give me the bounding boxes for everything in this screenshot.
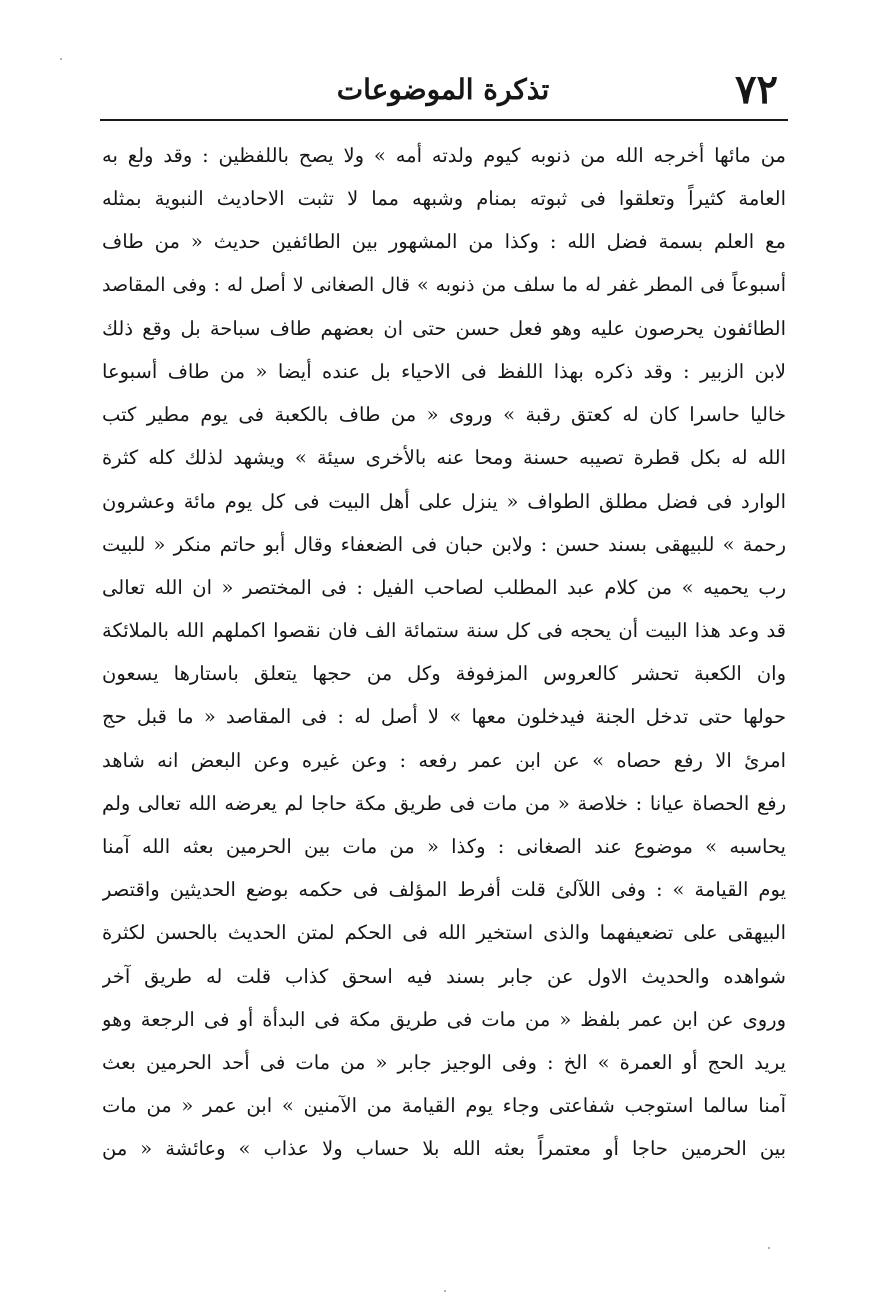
text-line: لابن الزبير : وقد ذكره بهذا اللفظ فى الاحياء بل عنده أيضا « من طاف أسبوعا <box>102 359 786 383</box>
scan-speck <box>768 1247 770 1249</box>
page-header <box>100 66 786 114</box>
text-line: وروى عن ابن عمر بلفظ « من مات فى طريق مكة فى البدأة أو فى الرجعة وهو <box>102 1007 786 1031</box>
scan-speck <box>444 1290 446 1292</box>
body-text <box>102 134 786 1171</box>
text-line: حولها حتى تدخل الجنة فيدخلون معها » لا أصل له : فى المقاصد « ما قبل حج <box>102 705 786 729</box>
text-line: شواهده والحديث الاول عن جابر بسند فيه اسحق كذاب قلت له طريق آخر <box>102 964 786 988</box>
header-rule <box>100 119 788 121</box>
text-line: من مائها أخرجه الله من ذنوبه كيوم ولدته أمه » ولا يصح باللفظين : وقد ولع به <box>102 144 786 167</box>
page-number: ٧٢ <box>735 66 778 113</box>
text-line: يوم القيامة » : وفى اللآلئ قلت أفرط المؤلف فى حكمه بوضع الحديثين واقتصر <box>102 878 786 902</box>
text-line: بين الحرمين حاجا أو معتمراً بعثه الله بلا حساب ولا عذاب » وعائشة « من <box>102 1137 786 1161</box>
text-line: خاليا حاسرا كان له كعتق رقبة » وروى « من طاف بالكعبة فى يوم مطير كتب <box>102 403 786 427</box>
text-line: البيهقى على تضعيفهما والذى استخير الله فى الحكم لمتن الحديث بالحسن لكثرة <box>102 921 786 945</box>
text-line: آمنا سالما استوجب شفاعتى وجاء يوم القيامة من الآمنين » ابن عمر « من مات <box>102 1094 786 1118</box>
text-line: امرئ الا رفع حصاه » عن ابن عمر رفعه : وعن غيره وعن البعض انه شاهد <box>102 748 786 772</box>
text-line: العامة كثيراً وتعلقوا فى ثبوته بمنام وشبهه مما لا تثبت الاحاديث النبوية بمثله <box>102 187 786 211</box>
text-line: رحمة » للبيهقى بسند حسن : ولابن حبان فى الضعفاء وقال أبو حاتم منكر « للبيت <box>102 532 786 556</box>
text-line: الوارد فى فضل مطلق الطواف « ينزل على أهل البيت فى كل يوم مائة وعشرون <box>102 489 786 513</box>
text-line: رب يحميه » من كلام عبد المطلب لصاحب الفيل : فى المختصر « ان الله تعالى <box>102 575 786 599</box>
text-line: أسبوعاً فى المطر غفر له ما سلف من ذنوبه » قال الصغانى لا أصل له : وفى المقاصد <box>102 273 786 296</box>
text-line: رفع الحصاة عيانا : خلاصة « من مات فى طريق مكة حاجا لم يعرضه الله تعالى ولم <box>102 791 786 815</box>
text-line: قد وعد هذا البيت أن يحجه فى كل سنة ستمائة الف فان نقصوا اكملهم الله بالملائكة <box>102 619 786 643</box>
text-line: يحاسبه » موضوع عند الصغانى : وكذا « من مات بين الحرمين بعثه الله آمنا <box>102 835 786 858</box>
scan-speck <box>60 58 62 60</box>
running-title: تذكرة الموضوعات <box>336 73 550 106</box>
text-line: الله له بكل قطرة تصيبه حسنة ومحا عنه بالأخرى سيئة » ويشهد لذلك كله كثرة <box>102 446 786 470</box>
text-line: الطائفون يحرصون عليه وهو فعل حسن حتى ان بعضهم طاف سباحة بل وقع ذلك <box>102 316 786 340</box>
text-line: مع العلم بسمة فضل الله : وكذا من المشهور بين الطائفين حديث « من طاف <box>102 230 786 254</box>
text-line: وان الكعبة تحشر كالعروس المزفوفة وكل من حجها يتعلق باستارها يسعون <box>102 662 786 686</box>
text-line: يريد الحج أو العمرة » الخ : وفى الوجيز جابر « من مات فى أحد الحرمين بعث <box>102 1050 786 1074</box>
